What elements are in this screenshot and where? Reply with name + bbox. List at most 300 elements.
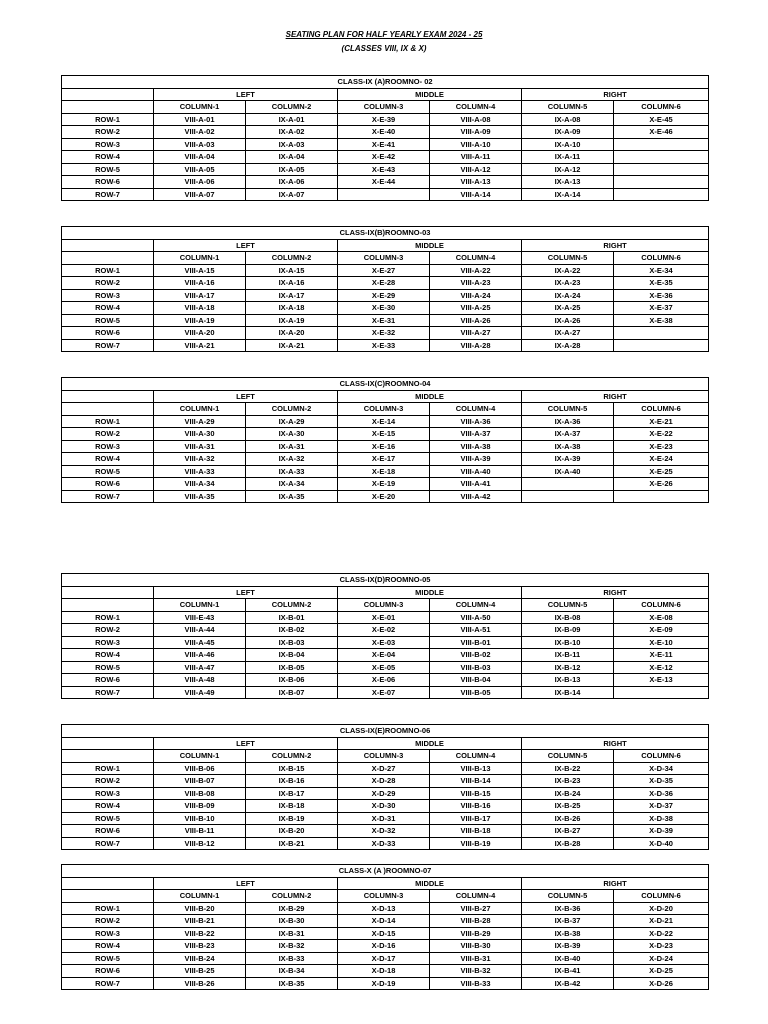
table-row xyxy=(62,314,709,327)
seat-cell: X-D-22 xyxy=(614,927,709,940)
seat-cell: VIII-A-44 xyxy=(154,624,246,637)
seat-cell: VIII-B-07 xyxy=(154,775,246,788)
seat-cell: X-D-37 xyxy=(614,800,709,813)
row-label: ROW-7 xyxy=(62,977,154,990)
seat-cell: VIII-A-05 xyxy=(154,163,246,176)
table-row xyxy=(62,289,709,302)
seat-cell: VIII-B-12 xyxy=(154,837,246,850)
seat-cell: IX-B-30 xyxy=(246,915,338,928)
seat-cell: IX-B-42 xyxy=(522,977,614,990)
seating-table xyxy=(61,377,709,503)
seat-cell: VIII-A-25 xyxy=(430,302,522,315)
seating-table xyxy=(61,573,709,699)
seat-cell: VIII-B-18 xyxy=(430,825,522,838)
column-group-header: LEFT xyxy=(154,877,338,890)
seat-cell: X-D-30 xyxy=(338,800,430,813)
seat-cell: IX-A-29 xyxy=(246,415,338,428)
column-group-header: LEFT xyxy=(154,586,338,599)
column-group-header: MIDDLE xyxy=(338,390,522,403)
table-row xyxy=(62,674,709,687)
seat-cell: X-E-02 xyxy=(338,624,430,637)
column-header: COLUMN-2 xyxy=(246,750,338,763)
seat-cell: X-D-26 xyxy=(614,977,709,990)
seat-cell: X-D-40 xyxy=(614,837,709,850)
seat-cell: X-E-07 xyxy=(338,686,430,699)
seat-cell: X-E-21 xyxy=(614,415,709,428)
seat-cell: X-E-35 xyxy=(614,277,709,290)
column-group-header: RIGHT xyxy=(522,390,709,403)
seat-cell: IX-A-09 xyxy=(522,126,614,139)
seat-cell: X-E-45 xyxy=(614,113,709,126)
column-header: COLUMN-5 xyxy=(522,599,614,612)
seating-table xyxy=(61,226,709,352)
table-title: CLASS-IX(C)ROOMNO-04 xyxy=(62,378,709,391)
table-row xyxy=(62,176,709,189)
seat-cell: X-D-16 xyxy=(338,940,430,953)
seat-cell: VIII-B-06 xyxy=(154,762,246,775)
seat-cell: IX-A-20 xyxy=(246,327,338,340)
seat-cell: VIII-A-14 xyxy=(430,188,522,201)
table-row xyxy=(62,277,709,290)
empty-cell xyxy=(62,586,154,599)
table-row xyxy=(62,649,709,662)
seat-cell: X-E-05 xyxy=(338,661,430,674)
seat-cell: IX-B-04 xyxy=(246,649,338,662)
seat-cell: X-E-30 xyxy=(338,302,430,315)
seat-cell: IX-A-15 xyxy=(246,264,338,277)
table-row xyxy=(62,825,709,838)
column-header: COLUMN-5 xyxy=(522,890,614,903)
table-title: CLASS-IX(B)ROOMNO-03 xyxy=(62,227,709,240)
seat-cell: IX-A-01 xyxy=(246,113,338,126)
seat-cell: VIII-A-33 xyxy=(154,465,246,478)
seat-cell: X-D-19 xyxy=(338,977,430,990)
table-row xyxy=(62,800,709,813)
seat-cell: VIII-A-01 xyxy=(154,113,246,126)
seat-cell: X-E-03 xyxy=(338,636,430,649)
seat-cell xyxy=(614,339,709,352)
seat-cell xyxy=(614,138,709,151)
table-row xyxy=(62,787,709,800)
seat-cell: IX-A-37 xyxy=(522,428,614,441)
column-header: COLUMN-3 xyxy=(338,403,430,416)
seat-cell: VIII-A-35 xyxy=(154,490,246,503)
column-header: COLUMN-4 xyxy=(430,890,522,903)
seat-cell: X-D-25 xyxy=(614,965,709,978)
seat-cell: IX-B-08 xyxy=(522,611,614,624)
row-label: ROW-5 xyxy=(62,314,154,327)
seat-cell: VIII-A-50 xyxy=(430,611,522,624)
table-row xyxy=(62,163,709,176)
seat-cell: IX-B-05 xyxy=(246,661,338,674)
table-row xyxy=(62,965,709,978)
seat-cell: IX-B-10 xyxy=(522,636,614,649)
column-header: COLUMN-2 xyxy=(246,101,338,114)
seat-cell: VIII-B-25 xyxy=(154,965,246,978)
seat-cell: IX-B-39 xyxy=(522,940,614,953)
seat-cell: VIII-B-33 xyxy=(430,977,522,990)
row-label: ROW-4 xyxy=(62,302,154,315)
seat-cell: X-E-44 xyxy=(338,176,430,189)
seat-cell: VIII-B-27 xyxy=(430,902,522,915)
column-group-header: MIDDLE xyxy=(338,737,522,750)
seat-cell: IX-B-20 xyxy=(246,825,338,838)
seat-cell: IX-B-15 xyxy=(246,762,338,775)
seat-cell: IX-A-30 xyxy=(246,428,338,441)
column-header: COLUMN-5 xyxy=(522,750,614,763)
seat-cell: X-E-31 xyxy=(338,314,430,327)
seat-cell: X-D-20 xyxy=(614,902,709,915)
seat-cell: VIII-B-03 xyxy=(430,661,522,674)
seat-cell xyxy=(614,686,709,699)
table-title: CLASS-IX(E)ROOMNO-06 xyxy=(62,725,709,738)
seat-cell: VIII-B-15 xyxy=(430,787,522,800)
seat-cell xyxy=(614,163,709,176)
seat-cell: X-E-18 xyxy=(338,465,430,478)
column-header: COLUMN-6 xyxy=(614,101,709,114)
seat-cell: VIII-B-16 xyxy=(430,800,522,813)
seat-cell: VIII-B-28 xyxy=(430,915,522,928)
seat-cell: VIII-A-49 xyxy=(154,686,246,699)
table-row xyxy=(62,490,709,503)
seat-cell: X-E-28 xyxy=(338,277,430,290)
seat-cell: VIII-B-02 xyxy=(430,649,522,662)
column-header: COLUMN-4 xyxy=(430,101,522,114)
column-group-header: MIDDLE xyxy=(338,88,522,101)
seat-cell: VIII-A-24 xyxy=(430,289,522,302)
page-title: SEATING PLAN FOR HALF YEARLY EXAM 2024 - 25 xyxy=(285,30,483,39)
empty-cell xyxy=(62,390,154,403)
seating-table xyxy=(61,75,709,201)
column-header: COLUMN-3 xyxy=(338,890,430,903)
seat-cell: X-E-32 xyxy=(338,327,430,340)
row-label: ROW-1 xyxy=(62,762,154,775)
row-label: ROW-6 xyxy=(62,176,154,189)
table-row xyxy=(62,188,709,201)
seat-cell: X-E-15 xyxy=(338,428,430,441)
table-row xyxy=(62,902,709,915)
row-label: ROW-3 xyxy=(62,440,154,453)
table-row xyxy=(62,126,709,139)
seat-cell: VIII-B-04 xyxy=(430,674,522,687)
seat-cell: IX-A-02 xyxy=(246,126,338,139)
seat-cell: X-E-22 xyxy=(614,428,709,441)
seat-cell: X-D-29 xyxy=(338,787,430,800)
seat-cell: IX-A-16 xyxy=(246,277,338,290)
seat-cell: IX-A-40 xyxy=(522,465,614,478)
seat-cell: IX-A-28 xyxy=(522,339,614,352)
column-header: COLUMN-1 xyxy=(154,890,246,903)
seat-cell: IX-B-27 xyxy=(522,825,614,838)
seat-cell: X-E-14 xyxy=(338,415,430,428)
seat-cell: VIII-A-16 xyxy=(154,277,246,290)
row-label: ROW-6 xyxy=(62,965,154,978)
seat-cell: IX-B-21 xyxy=(246,837,338,850)
seat-cell: VIII-B-09 xyxy=(154,800,246,813)
seat-cell: IX-B-34 xyxy=(246,965,338,978)
column-header: COLUMN-2 xyxy=(246,599,338,612)
seat-cell: X-D-23 xyxy=(614,940,709,953)
seat-cell: IX-A-18 xyxy=(246,302,338,315)
column-group-header: LEFT xyxy=(154,88,338,101)
seat-cell: IX-A-35 xyxy=(246,490,338,503)
seat-cell: X-E-20 xyxy=(338,490,430,503)
seat-cell: X-D-28 xyxy=(338,775,430,788)
seat-cell: IX-A-21 xyxy=(246,339,338,352)
seat-cell xyxy=(614,188,709,201)
table-title: CLASS-X (A )ROOMNO-07 xyxy=(62,865,709,878)
seat-cell: IX-B-14 xyxy=(522,686,614,699)
seat-cell: IX-B-13 xyxy=(522,674,614,687)
seat-cell: IX-B-11 xyxy=(522,649,614,662)
column-header: COLUMN-1 xyxy=(154,252,246,265)
seat-cell: VIII-B-22 xyxy=(154,927,246,940)
seat-cell: X-E-06 xyxy=(338,674,430,687)
row-label: ROW-4 xyxy=(62,453,154,466)
table-row xyxy=(62,775,709,788)
empty-cell xyxy=(62,750,154,763)
seat-cell: X-E-10 xyxy=(614,636,709,649)
column-group-header: RIGHT xyxy=(522,877,709,890)
seat-cell: VIII-A-34 xyxy=(154,478,246,491)
seat-cell: IX-B-01 xyxy=(246,611,338,624)
seat-cell: IX-A-05 xyxy=(246,163,338,176)
column-header: COLUMN-1 xyxy=(154,101,246,114)
row-label: ROW-3 xyxy=(62,138,154,151)
seat-cell xyxy=(522,490,614,503)
seat-cell: VIII-A-23 xyxy=(430,277,522,290)
table-row xyxy=(62,837,709,850)
column-header: COLUMN-6 xyxy=(614,599,709,612)
seat-cell: VIII-A-12 xyxy=(430,163,522,176)
row-label: ROW-6 xyxy=(62,674,154,687)
seat-cell: X-E-36 xyxy=(614,289,709,302)
seat-cell: IX-A-23 xyxy=(522,277,614,290)
row-label: ROW-4 xyxy=(62,940,154,953)
row-label: ROW-1 xyxy=(62,611,154,624)
seat-cell xyxy=(614,176,709,189)
seat-cell: X-D-27 xyxy=(338,762,430,775)
seat-cell: VIII-A-47 xyxy=(154,661,246,674)
row-label: ROW-7 xyxy=(62,339,154,352)
seat-cell: VIII-A-09 xyxy=(430,126,522,139)
row-label: ROW-2 xyxy=(62,624,154,637)
table-row xyxy=(62,264,709,277)
seat-cell: IX-A-38 xyxy=(522,440,614,453)
row-label: ROW-4 xyxy=(62,151,154,164)
seat-cell: VIII-A-06 xyxy=(154,176,246,189)
row-label: ROW-7 xyxy=(62,837,154,850)
seat-cell: X-D-38 xyxy=(614,812,709,825)
seating-table xyxy=(61,864,709,990)
empty-cell xyxy=(62,239,154,252)
seat-cell: VIII-A-27 xyxy=(430,327,522,340)
seat-cell: VIII-A-29 xyxy=(154,415,246,428)
empty-cell xyxy=(62,88,154,101)
row-label: ROW-4 xyxy=(62,800,154,813)
seat-cell: VIII-A-31 xyxy=(154,440,246,453)
seat-cell: IX-B-28 xyxy=(522,837,614,850)
seat-cell: X-E-19 xyxy=(338,478,430,491)
seat-cell: VIII-A-30 xyxy=(154,428,246,441)
table-row xyxy=(62,661,709,674)
seat-cell: X-E-38 xyxy=(614,314,709,327)
column-group-header: LEFT xyxy=(154,737,338,750)
empty-cell xyxy=(62,737,154,750)
seat-cell: IX-A-27 xyxy=(522,327,614,340)
seat-cell: X-D-33 xyxy=(338,837,430,850)
seat-cell: IX-B-25 xyxy=(522,800,614,813)
column-header: COLUMN-6 xyxy=(614,750,709,763)
column-header: COLUMN-6 xyxy=(614,890,709,903)
page-subtitle: (CLASSES VIII, IX & X) xyxy=(341,44,427,53)
row-label: ROW-6 xyxy=(62,327,154,340)
seat-cell: IX-B-12 xyxy=(522,661,614,674)
column-header: COLUMN-6 xyxy=(614,403,709,416)
seat-cell: VIII-A-32 xyxy=(154,453,246,466)
seat-cell: IX-B-23 xyxy=(522,775,614,788)
seat-cell: IX-B-18 xyxy=(246,800,338,813)
seat-cell: IX-A-32 xyxy=(246,453,338,466)
table-title: CLASS-IX(D)ROOMNO-05 xyxy=(62,574,709,587)
seat-cell: X-D-21 xyxy=(614,915,709,928)
seat-cell: IX-A-03 xyxy=(246,138,338,151)
row-label: ROW-6 xyxy=(62,825,154,838)
seat-cell: IX-B-02 xyxy=(246,624,338,637)
seat-cell: VIII-A-41 xyxy=(430,478,522,491)
table-row xyxy=(62,327,709,340)
seating-table xyxy=(61,724,709,850)
table-row xyxy=(62,339,709,352)
seat-cell: VIII-A-10 xyxy=(430,138,522,151)
column-header: COLUMN-5 xyxy=(522,252,614,265)
seat-cell: IX-B-03 xyxy=(246,636,338,649)
column-group-header: MIDDLE xyxy=(338,239,522,252)
seat-cell: VIII-A-07 xyxy=(154,188,246,201)
seat-cell: VIII-A-45 xyxy=(154,636,246,649)
seat-cell: X-D-18 xyxy=(338,965,430,978)
seat-cell: VIII-B-32 xyxy=(430,965,522,978)
seat-cell xyxy=(614,490,709,503)
seat-cell: IX-B-40 xyxy=(522,952,614,965)
seat-cell: X-E-46 xyxy=(614,126,709,139)
seat-cell: VIII-A-38 xyxy=(430,440,522,453)
seat-cell: IX-B-41 xyxy=(522,965,614,978)
row-label: ROW-2 xyxy=(62,126,154,139)
row-label: ROW-3 xyxy=(62,289,154,302)
seat-cell: VIII-A-04 xyxy=(154,151,246,164)
seat-cell: VIII-B-10 xyxy=(154,812,246,825)
seat-cell: VIII-A-08 xyxy=(430,113,522,126)
seat-cell: IX-B-38 xyxy=(522,927,614,940)
table-title: CLASS-IX (A)ROOMNO- 02 xyxy=(62,76,709,89)
seat-cell: VIII-A-03 xyxy=(154,138,246,151)
column-header: COLUMN-4 xyxy=(430,750,522,763)
seat-cell: IX-A-34 xyxy=(246,478,338,491)
seat-cell xyxy=(522,478,614,491)
seat-cell: VIII-B-05 xyxy=(430,686,522,699)
column-header: COLUMN-5 xyxy=(522,101,614,114)
row-label: ROW-7 xyxy=(62,188,154,201)
table-row xyxy=(62,113,709,126)
column-group-header: RIGHT xyxy=(522,737,709,750)
seat-cell: X-D-31 xyxy=(338,812,430,825)
seat-cell: X-D-24 xyxy=(614,952,709,965)
seat-cell: X-E-01 xyxy=(338,611,430,624)
seat-cell: VIII-A-11 xyxy=(430,151,522,164)
seat-cell: VIII-B-31 xyxy=(430,952,522,965)
row-label: ROW-2 xyxy=(62,775,154,788)
table-row xyxy=(62,428,709,441)
seat-cell: VIII-A-15 xyxy=(154,264,246,277)
seat-cell: VIII-A-17 xyxy=(154,289,246,302)
table-row xyxy=(62,151,709,164)
seat-cell: VIII-B-26 xyxy=(154,977,246,990)
seat-cell: IX-A-24 xyxy=(522,289,614,302)
column-group-header: RIGHT xyxy=(522,239,709,252)
seat-cell: IX-B-36 xyxy=(522,902,614,915)
row-label: ROW-3 xyxy=(62,787,154,800)
column-header: COLUMN-2 xyxy=(246,403,338,416)
row-label: ROW-2 xyxy=(62,277,154,290)
seat-cell: VIII-B-21 xyxy=(154,915,246,928)
seat-cell: X-E-12 xyxy=(614,661,709,674)
seat-cell: X-E-42 xyxy=(338,151,430,164)
seat-cell xyxy=(614,327,709,340)
seat-cell: VIII-A-40 xyxy=(430,465,522,478)
table-row xyxy=(62,915,709,928)
table-row xyxy=(62,686,709,699)
seat-cell: X-D-34 xyxy=(614,762,709,775)
seat-cell: IX-B-31 xyxy=(246,927,338,940)
empty-cell xyxy=(62,403,154,416)
seat-cell: IX-B-33 xyxy=(246,952,338,965)
row-label: ROW-7 xyxy=(62,686,154,699)
seat-cell: IX-A-22 xyxy=(522,264,614,277)
seat-cell: X-E-13 xyxy=(614,674,709,687)
seat-cell: VIII-A-22 xyxy=(430,264,522,277)
row-label: ROW-3 xyxy=(62,636,154,649)
seat-cell: IX-B-24 xyxy=(522,787,614,800)
table-row xyxy=(62,611,709,624)
column-header: COLUMN-4 xyxy=(430,599,522,612)
table-row xyxy=(62,465,709,478)
column-header: COLUMN-3 xyxy=(338,101,430,114)
row-label: ROW-1 xyxy=(62,902,154,915)
column-group-header: LEFT xyxy=(154,390,338,403)
table-row xyxy=(62,624,709,637)
seat-cell: IX-A-06 xyxy=(246,176,338,189)
seat-cell: X-D-13 xyxy=(338,902,430,915)
table-row xyxy=(62,302,709,315)
table-row xyxy=(62,138,709,151)
table-row xyxy=(62,812,709,825)
row-label: ROW-1 xyxy=(62,264,154,277)
seat-cell: VIII-B-23 xyxy=(154,940,246,953)
column-group-header: RIGHT xyxy=(522,88,709,101)
seat-cell: X-E-41 xyxy=(338,138,430,151)
empty-cell xyxy=(62,599,154,612)
column-group-header: MIDDLE xyxy=(338,877,522,890)
seat-cell: VIII-A-13 xyxy=(430,176,522,189)
seat-cell: VIII-A-42 xyxy=(430,490,522,503)
seat-cell: VIII-B-30 xyxy=(430,940,522,953)
table-row xyxy=(62,453,709,466)
seat-cell: X-E-16 xyxy=(338,440,430,453)
seat-cell: VIII-B-20 xyxy=(154,902,246,915)
seat-cell: IX-B-37 xyxy=(522,915,614,928)
row-label: ROW-5 xyxy=(62,661,154,674)
